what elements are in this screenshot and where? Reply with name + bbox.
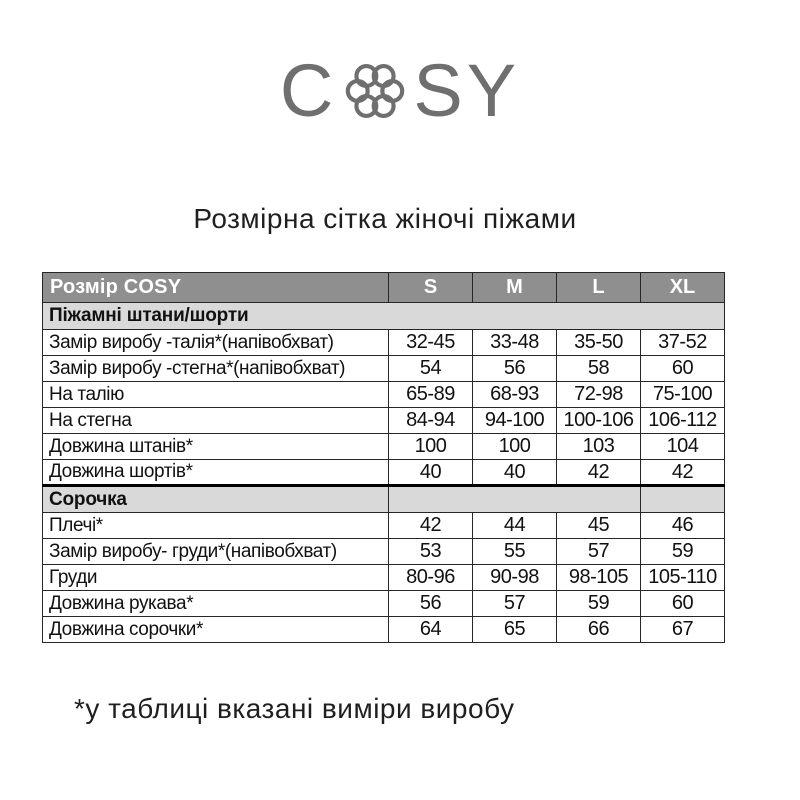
row-label: Довжина шортів*: [43, 460, 389, 486]
row-value: 56: [389, 591, 473, 617]
table-body: [43, 303, 725, 643]
row-value: 40: [389, 460, 473, 486]
table-row: [43, 330, 725, 356]
row-value: 84-94: [389, 408, 473, 434]
row-value: 103: [557, 434, 641, 460]
table-row: [43, 591, 725, 617]
row-value: 46: [641, 513, 725, 539]
brand-logo: [0, 48, 800, 134]
flower-icon: [343, 59, 407, 123]
row-label: На стегна: [43, 408, 389, 434]
table-row: [43, 460, 725, 486]
row-value: 59: [641, 539, 725, 565]
table-header-row: [43, 273, 725, 303]
row-value: 75-100: [641, 382, 725, 408]
section-spacer-cell: [641, 486, 725, 513]
row-value: 66: [557, 617, 641, 643]
row-label: Плечі*: [43, 513, 389, 539]
row-value: 100: [473, 434, 557, 460]
row-value: 60: [641, 356, 725, 382]
row-value: 98-105: [557, 565, 641, 591]
table-row: [43, 434, 725, 460]
row-label: Замір виробу -стегна*(напівобхват): [43, 356, 389, 382]
table-row: [43, 539, 725, 565]
table-row: [43, 513, 725, 539]
row-value: 57: [557, 539, 641, 565]
row-value: 37-52: [641, 330, 725, 356]
row-value: 104: [641, 434, 725, 460]
logo-letter-c: C: [279, 49, 338, 132]
section-title: Сорочка: [43, 486, 389, 513]
size-column-header: L: [557, 273, 641, 303]
row-value: 33-48: [473, 330, 557, 356]
table-row: [43, 382, 725, 408]
size-column-header: XL: [641, 273, 725, 303]
row-value: 54: [389, 356, 473, 382]
row-value: 58: [557, 356, 641, 382]
row-value: 80-96: [389, 565, 473, 591]
size-chart-table: [42, 272, 725, 643]
logo-letters-sy: SY: [413, 49, 521, 132]
row-label: На талію: [43, 382, 389, 408]
row-value: 100-106: [557, 408, 641, 434]
table-row: [43, 617, 725, 643]
section-header-row: [43, 486, 725, 513]
table-header-label: Розмір COSY: [43, 273, 389, 303]
table-row: [43, 565, 725, 591]
table-row: [43, 356, 725, 382]
row-value: 56: [473, 356, 557, 382]
row-value: 42: [641, 460, 725, 486]
row-label: Груди: [43, 565, 389, 591]
section-spacer-cell: [389, 486, 641, 513]
row-value: 42: [389, 513, 473, 539]
size-column-header: S: [389, 273, 473, 303]
row-value: 53: [389, 539, 473, 565]
row-value: 105-110: [641, 565, 725, 591]
row-value: 100: [389, 434, 473, 460]
row-value: 55: [473, 539, 557, 565]
row-label: Довжина сорочки*: [43, 617, 389, 643]
size-column-header: M: [473, 273, 557, 303]
row-value: 72-98: [557, 382, 641, 408]
section-header-row: [43, 303, 725, 330]
row-value: 65-89: [389, 382, 473, 408]
row-value: 59: [557, 591, 641, 617]
section-title: Піжамні штани/шорти: [43, 303, 725, 330]
row-value: 94-100: [473, 408, 557, 434]
row-value: 67: [641, 617, 725, 643]
row-label: Замір виробу- груди*(напівобхват): [43, 539, 389, 565]
page-title: Розмірна сітка жіночі піжами: [193, 203, 577, 234]
row-value: 68-93: [473, 382, 557, 408]
row-value: 64: [389, 617, 473, 643]
row-value: 44: [473, 513, 557, 539]
row-value: 60: [641, 591, 725, 617]
row-value: 90-98: [473, 565, 557, 591]
row-value: 65: [473, 617, 557, 643]
footnote: *у таблиці вказані виміри виробу: [74, 693, 515, 724]
row-label: Довжина рукава*: [43, 591, 389, 617]
row-value: 45: [557, 513, 641, 539]
row-value: 40: [473, 460, 557, 486]
table-row: [43, 408, 725, 434]
row-value: 57: [473, 591, 557, 617]
row-label: Довжина штанів*: [43, 434, 389, 460]
row-value: 106-112: [641, 408, 725, 434]
row-value: 42: [557, 460, 641, 486]
row-value: 35-50: [557, 330, 641, 356]
row-label: Замір виробу -талія*(напівобхват): [43, 330, 389, 356]
row-value: 32-45: [389, 330, 473, 356]
